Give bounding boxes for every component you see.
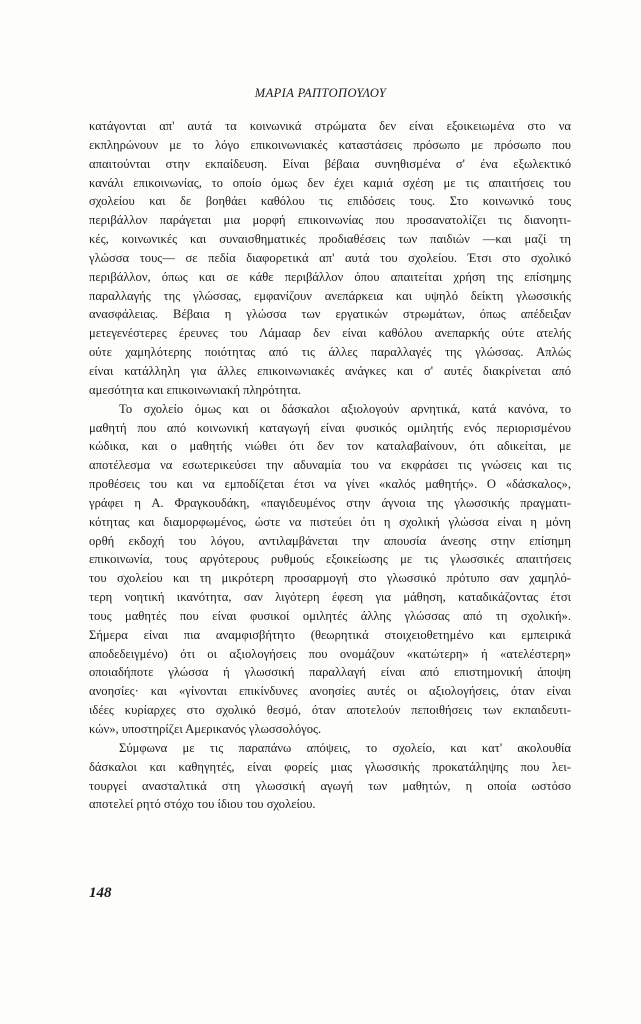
paragraph [89, 117, 571, 400]
text-line: Σύμφωνα με τις παραπάνω απόψεις, το σχολείο, και κατ' ακολουθία [119, 740, 571, 755]
text-line: αποδεδειγμένο) ότι οι αξιολογήσεις που ονομάζουν «κατώτερη» ή «ατελέστερη» [89, 646, 571, 661]
text-line: επικοινωνία, τους αργότερους ρυθμούς εξοικείωσης με τις γλωσσικές απαιτήσεις [89, 552, 571, 567]
paragraph [89, 400, 571, 739]
text-line: εκπληρώνουν με το λόγο επικοινωνιακές καταστάσεις πρόσωπο με πρόσωπο που [89, 137, 571, 152]
text-line: κές, κοινωνικές και συναισθηματικές προδιαθέσεις των παιδιών —και μαζί τη [89, 232, 571, 247]
text-line: κώδικα, και ο μαθητής νιώθει ότι δεν τον καταλαβαίνουν, ότι αδικείται, με [89, 439, 571, 454]
text-line: περιβάλλον, όπως και σε κάθε περιβάλλον όπου απαιτείται χρήση της επίσημης [89, 269, 571, 284]
text-line: αποτελεί ρητό στόχο του ίδιου του σχολείου. [89, 797, 316, 812]
text-line: είναι κατάλληλη για άλλες επικοινωνιακές ανάγκες και σ' αυτές διακρίνεται από [89, 363, 571, 378]
text-line: τουργεί ανασταλτικά στη γλωσσική αγωγή των μαθητών, η οποία ωστόσο [89, 778, 571, 793]
text-line: ανοησίες· και «γίνονται επικίνδυνες ανοησίες αυτές οι αξιολογήσεις, όταν είναι [89, 684, 571, 699]
text-line: απαιτούνται στην εκπαίδευση. Είναι βέβαια συνηθισμένα σ' ένα εξωλεκτικό [89, 156, 571, 171]
text-line: δάσκαλοι και καθηγητές, είναι φορείς μιας γλωσσικής προκατάληψης που λει- [89, 759, 571, 774]
text-line: προθέσεις του και να εμποδίζεται έτσι να γίνει «καλός μαθητής». Ο «δάσκαλος», [89, 477, 571, 492]
text-line: Το σχολείο όμως και οι δάσκαλοι αξιολογούν αρνητικά, κατά κανόνα, το [119, 401, 571, 416]
text-line: γλώσσα τους— σε πεδία διαφορετικά απ' αυτά του σχολείου. Έτσι στο σχολικό [89, 250, 571, 265]
text-line: ούτε χαμηλότερης ποιότητας από τις άλλες παραλλαγές της γλώσσας. Απλώς [89, 345, 571, 360]
text-line: σχολείου και δε βοηθάει καθόλου τις επιδόσεις τους. Στο κοινωνικό τους [89, 194, 571, 209]
text-line: του σχολείου και τη μικρότερη προσαρμογή στο γλωσσικό πρότυπο σαν χαμηλό- [89, 571, 571, 586]
text-line: τους μαθητές που είναι φυσικοί ομιλητές άλλης γλώσσας από τη σχολική». [89, 608, 571, 623]
text-line: γράφει η Α. Φραγκουδάκη, «παγιδευμένος στην άγνοια της γλωσσικής πραγματι- [89, 495, 571, 510]
text-line: περιβάλλον παράγεται μια μορφή επικοινωνίας που προσανατολίζει τις διανοητι- [89, 213, 571, 228]
text-line: ορθή εκδοχή του λόγου, αντιλαμβάνεται την απουσία άνεσης στην επίσημη [89, 533, 571, 548]
text-line: κατάγονται απ' αυτά τα κοινωνικά στρώματα δεν είναι εξοικειωμένα στο να [89, 119, 571, 133]
text-line: μαθητή που από κοινωνική καταγωγή είναι φυσικός ομιλητής ενός περιορισμένου [89, 420, 571, 435]
paragraph [89, 739, 571, 814]
text-line: αμεσότητα και επικοινωνιακή πληρότητα. [89, 382, 302, 397]
text-line: οποιαδήποτε γλώσσα ή γλωσσική παραλλαγή είναι από επιστημονική άποψη [89, 665, 571, 680]
text-line: παραλλαγής της γλώσσας, εμφανίζουν ανεπάρκεια και υψηλό δείκτη γλωσσικής [89, 288, 571, 303]
text-line: ανασφάλειας. Βέβαια η γλώσσα των εργατικών στρωμάτων, όπως απέδειξαν [89, 307, 571, 322]
running-head: ΜΑΡΙΑ ΡΑΠΤΟΠΟΥΛΟΥ [254, 86, 387, 100]
text-line: κών», υποστηρίζει Αμερικανός γλωσσολόγος. [89, 722, 322, 736]
text-line: Σήμερα είναι πια αναμφισβήτητο (θεωρητικά στοιχειοθετημένο και εμπειρικά [89, 627, 571, 642]
text-line: αποτέλεσμα να εσωτερικεύσει την αδυναμία του να εκφράσει τις γνώσεις και τις [89, 458, 571, 473]
text-line: ιδέες κυρίαρχες στο σχολικό θεσμό, όταν αποτελούν πεποιθήσεις των εκπαιδευτι- [89, 703, 571, 718]
text-line: μετεγενέστερες έρευνες του Λάμααρ δεν είναι καθόλου ανεπαρκής ούτε ατελής [89, 326, 571, 341]
body-text [89, 117, 571, 814]
page-number: 148 [89, 885, 112, 901]
text-line: τερη νοητική ικανότητα, σαν λιγότερη έφεση για μάθηση, καταδικάζοντας έτσι [89, 590, 571, 605]
text-line: κότητας και διαμορφωμένος, ώστε να πιστεύει ότι η σχολική γλώσσα είναι η μόνη [89, 514, 571, 529]
text-line: κανάλι επικοινωνίας, το οποίο όμως δεν έχει καμιά σχέση με τις απαιτήσεις του [89, 175, 571, 190]
